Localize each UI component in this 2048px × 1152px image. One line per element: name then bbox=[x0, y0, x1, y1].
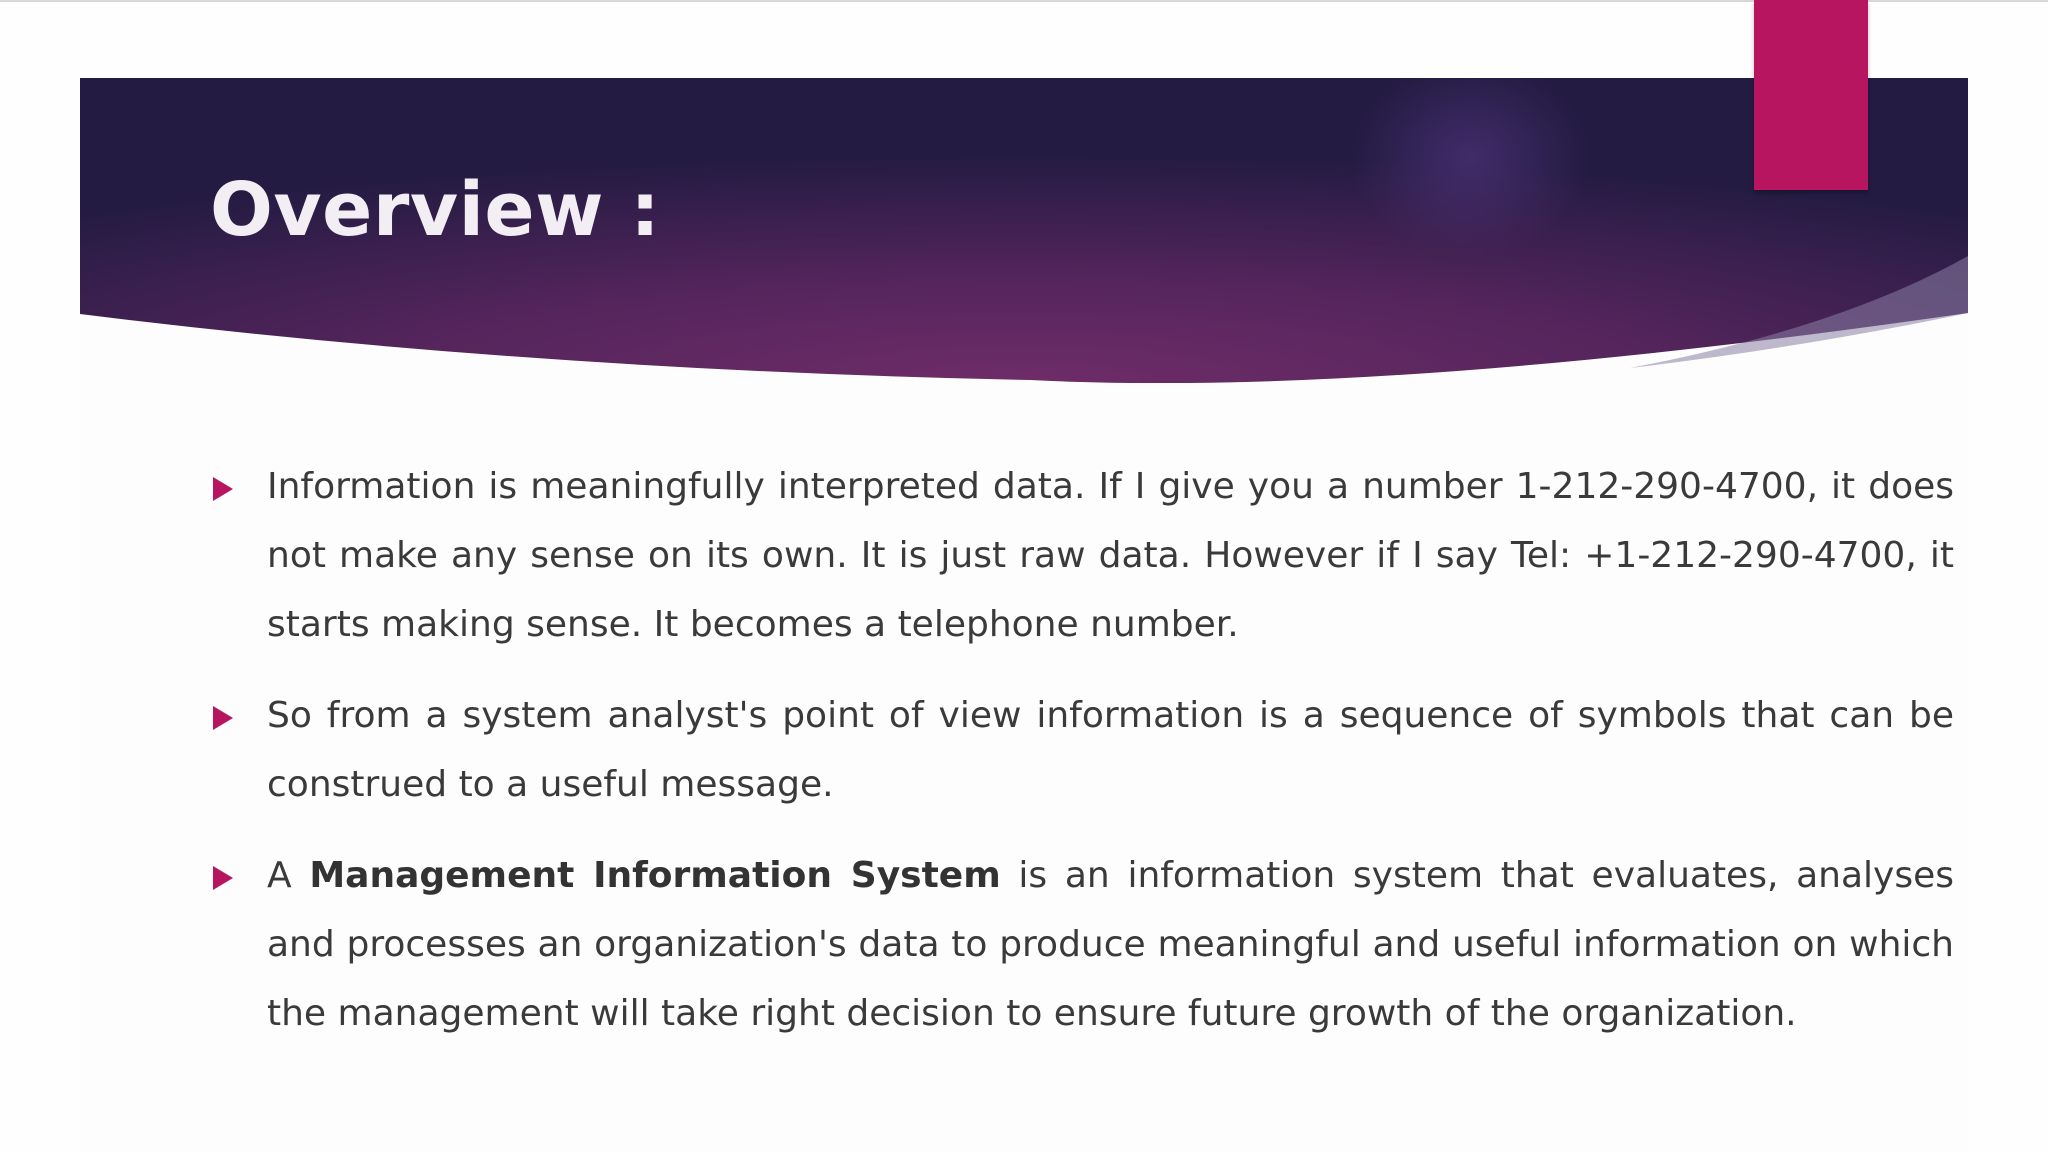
bullet-item bbox=[210, 681, 1954, 819]
slide-title: Overview : bbox=[210, 167, 661, 253]
bullet-text: So from a system analyst's point of view information is a sequence of symbols that can be construed to a useful message. bbox=[267, 695, 1954, 805]
right-triangle-icon bbox=[213, 706, 233, 730]
bullet-text: Information is meaningfully interpreted data. If I give you a number 1-212-290-4700, it does not make any sense on its own. It is just raw data. However if I say Tel: +1-212-290-4700, it starts making sense. It becomes a telephone number. bbox=[267, 466, 1954, 645]
top-divider bbox=[0, 0, 2048, 2]
right-triangle-icon bbox=[213, 477, 233, 501]
bullet-suffix: is an information system that evaluates, analyses and processes an organization's data to produce meaningful and useful information on which the management will take right decision to ensure future growth of the organization. bbox=[267, 855, 1955, 1034]
right-triangle-icon bbox=[213, 866, 233, 890]
bullet-text bbox=[267, 855, 1954, 1034]
bullet-list bbox=[210, 452, 1954, 1070]
accent-tab bbox=[1754, 0, 1868, 190]
bullet-item bbox=[210, 841, 1954, 1048]
bullet-prefix: A bbox=[267, 855, 310, 896]
mis-term: Management Information System bbox=[309, 855, 1001, 896]
bullet-item bbox=[210, 452, 1954, 659]
